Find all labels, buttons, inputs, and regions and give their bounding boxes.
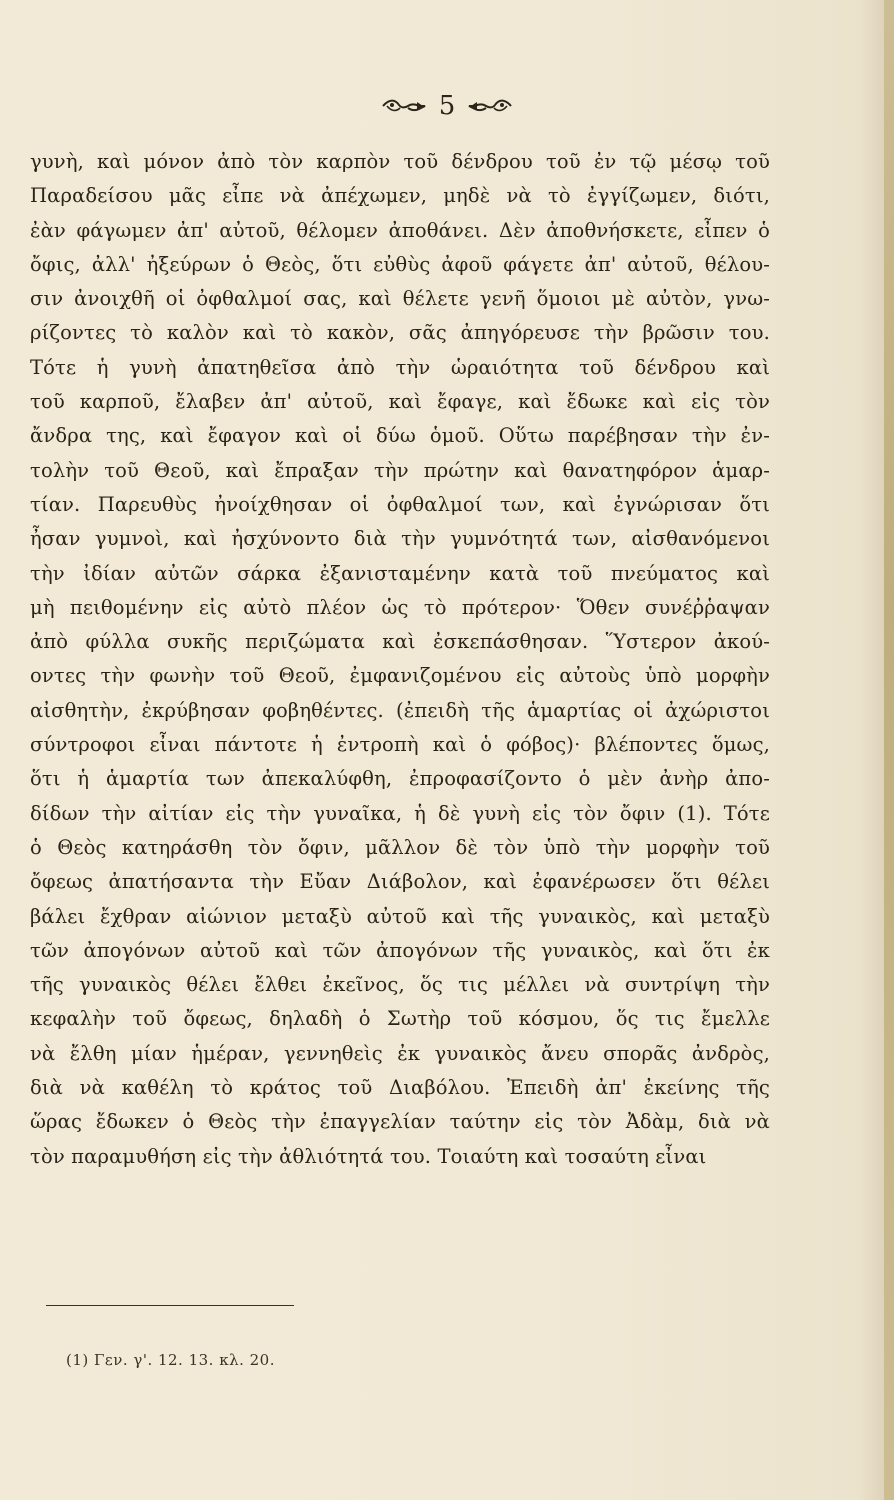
text-line: τὸν παραμυθήση εἰς τὴν ἀθλιότητά του. Τοιαύτη καὶ τοσαύτη εἶναι — [30, 1144, 707, 1168]
page-edge — [884, 0, 894, 1500]
text-line: νὰ ἔλθη μίαν ἡμέραν, γεννηθεὶς ἐκ γυναικὸς ἄνευ σπορᾶς ἀνδρὸς, — [30, 1041, 770, 1065]
text-line: τοῦ καρποῦ, ἔλαβεν ἀπ' αὐτοῦ, καὶ ἔφαγε, καὶ ἔδωκε καὶ εἰς τὸν — [30, 390, 770, 414]
text-line: ἀπὸ φύλλα συκῆς περιζώματα καὶ ἐσκεπάσθησαν. Ὕστερον ἀκού- — [30, 630, 770, 654]
text-line: ὅτι ἡ ἁμαρτία των ἀπεκαλύφθη, ἐπροφασίζοντο ὁ μὲν ἀνὴρ ἀπο- — [30, 767, 770, 791]
page-header — [0, 86, 894, 126]
footnote-rule — [46, 1305, 294, 1306]
text-line: τῆς γυναικὸς θέλει ἔλθει ἐκεῖνος, ὅς τις μέλλει νὰ συντρίψη τὴν — [30, 973, 770, 997]
text-line: αἰσθητὴν, ἐκρύβησαν φοβηθέντες. (ἐπειδὴ τῆς ἁμαρτίας οἱ ἀχώριστοι — [30, 698, 770, 722]
text-line: ἄνδρα της, καὶ ἔφαγον καὶ οἱ δύω ὁμοῦ. Οὕτω παρέβησαν τὴν ἐν- — [30, 424, 770, 448]
text-line: ρίζοντες τὸ καλὸν καὶ τὸ κακὸν, σᾶς ἀπηγόρευσε τὴν βρῶσιν του. — [30, 321, 770, 345]
text-line: τίαν. Παρευθὺς ἠνοίχθησαν οἱ ὀφθαλμοί των, καὶ ἐγνώρισαν ὅτι — [30, 492, 770, 516]
text-line: κεφαλὴν τοῦ ὄφεως, δηλαδὴ ὁ Σωτὴρ τοῦ κόσμου, ὅς τις ἔμελλε — [30, 1007, 770, 1031]
text-line: μὴ πειθομένην εἰς αὐτὸ πλέον ὡς τὸ πρότερον· Ὅθεν συνέῤῥαψαν — [30, 595, 770, 619]
text-line: Παραδείσου μᾶς εἶπε νὰ ἀπέχωμεν, μηδὲ νὰ τὸ ἐγγίζωμεν, διότι, — [30, 184, 770, 208]
text-line: οντες τὴν φωνὴν τοῦ Θεοῦ, ἐμφανιζομένου εἰς αὐτοὺς ὑπὸ μορφὴν — [30, 664, 770, 688]
text-line: τολὴν τοῦ Θεοῦ, καὶ ἔπραξαν τὴν πρώτην καὶ θανατηφόρον ἁμαρ- — [30, 458, 770, 482]
fleuron-right-icon — [467, 97, 513, 115]
text-line: ὁ Θεὸς κατηράσθη τὸν ὄφιν, μᾶλλον δὲ τὸν ὑπὸ τὴν μορφὴν τοῦ — [30, 835, 770, 859]
text-line: ὄφις, ἀλλ' ἠξεύρων ὁ Θεὸς, ὅτι εὐθὺς ἀφοῦ φάγετε ἀπ' αὐτοῦ, θέλου- — [30, 252, 770, 276]
text-line: διὰ νὰ καθέλη τὸ κράτος τοῦ Διαβόλου. Ἐπειδὴ ἀπ' ἐκείνης τῆς — [30, 1076, 770, 1100]
text-line: ὄφεως ἀπατήσαντα τὴν Εὔαν Διάβολον, καὶ ἐφανέρωσεν ὅτι θέλει — [30, 870, 770, 894]
text-line: ἦσαν γυμνοὶ, καὶ ἠσχύνοντο διὰ τὴν γυμνότητά των, αἰσθανόμενοι — [30, 527, 770, 551]
text-line: Τότε ἡ γυνὴ ἀπατηθεῖσα ἀπὸ τὴν ὡραιότητα τοῦ δένδρου καὶ — [30, 355, 770, 379]
text-line: δίδων τὴν αἰτίαν εἰς τὴν γυναῖκα, ἡ δὲ γυνὴ εἰς τὸν ὄφιν (1). Τότε — [30, 801, 770, 825]
text-line: σιν ἀνοιχθῆ οἱ ὀφθαλμοί σας, καὶ θέλετε γενῆ ὅμοιοι μὲ αὐτὸν, γνω- — [30, 287, 770, 311]
body-text — [30, 145, 770, 1174]
footnote: (1) Γεν. γ'. 12. 13. κλ. 20. — [66, 1351, 275, 1369]
fleuron-left-icon — [381, 97, 427, 115]
text-line: γυνὴ, καὶ μόνον ἀπὸ τὸν καρπὸν τοῦ δένδρου τοῦ ἐν τῷ μέσῳ τοῦ — [30, 150, 770, 173]
text-line: ὥρας ἔδωκεν ὁ Θεὸς τὴν ἐπαγγελίαν ταύτην εἰς τὸν Ἀδὰμ, διὰ νὰ — [30, 1110, 770, 1134]
text-line: βάλει ἔχθραν αἰώνιον μεταξὺ αὐτοῦ καὶ τῆς γυναικὸς, καὶ μεταξὺ — [30, 904, 770, 928]
text-line: τῶν ἀπογόνων αὐτοῦ καὶ τῶν ἀπογόνων τῆς γυναικὸς, καὶ ὅτι ἐκ — [30, 938, 770, 962]
text-line: τὴν ἰδίαν αὐτῶν σάρκα ἐξανισταμένην κατὰ τοῦ πνεύματος καὶ — [30, 561, 770, 585]
text-line: ἐὰν φάγωμεν ἀπ' αὐτοῦ, θέλομεν ἀποθάνει. Δὲν ἀποθνήσκετε, εἶπεν ὁ — [30, 218, 770, 242]
page-number: 5 — [438, 91, 456, 121]
text-line: σύντροφοι εἶναι πάντοτε ἡ ἐντροπὴ καὶ ὁ φόβος)· βλέποντες ὅμως, — [30, 733, 770, 757]
